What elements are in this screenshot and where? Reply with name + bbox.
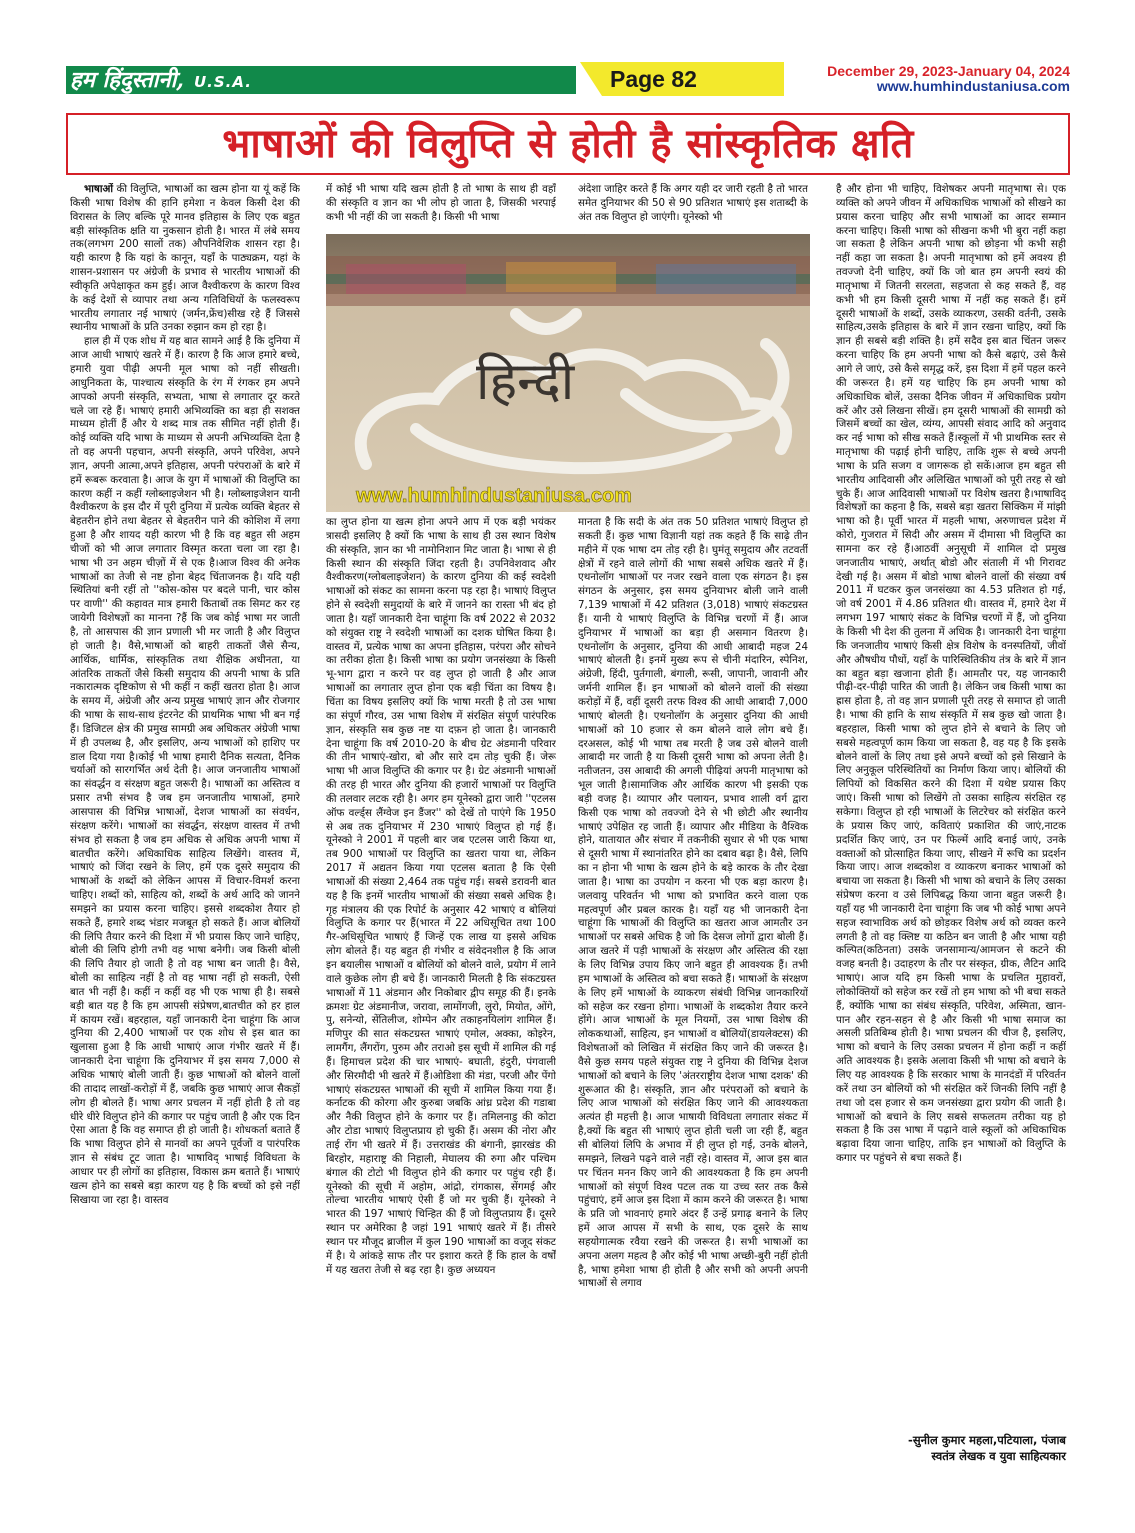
newspaper-name (70, 66, 252, 96)
paragraph: का लुप्त होना या खत्म होना अपने आप में एक बड़ी भयंकर त्रासदी इसलिए है क्यों कि भाषा के साथ ही उस स्थान विशेष की संस्कृति, ज्ञान का भी नामोनिशान मिट जाता है। भाषा से ही किसी स्थान की संस्कृति जिंदा रहती है। उपनिवेशवाद और वैश्वीकरण(ग्लोबलाइजेशन) के कारण दुनिया की कई स्वदेशी भाषाओं को संकट का सामना करना पड़ रहा है। भाषाएं विलुप्त होने से स्वदेशी समुदायों के बारे में जानने का रास्ता भी बंद हो जाता है। यहाँ जानकारी देना चाहूंगा कि वर्ष 2022 से 2032 को संयुक्त राष्ट्र ने स्वदेशी भाषाओं का दशक घोषित किया है। वास्तव में, प्रत्येक भाषा का अपना इतिहास, परंपरा और सोचने का तरीका होता है। किसी भाषा का प्रयोग जनसंख्या के किसी भू-भाग द्वारा न करने पर वह लुप्त हो जाती है और आज भाषाओं का लगातार लुप्त होना एक बड़ी चिंता का विषय है। चिंता का विषय इसलिए क्यों कि भाषा मरती है तो उस भाषा का संपूर्ण गौरव, उस भाषा विशेष में संरक्षित संपूर्ण पारंपरिक ज्ञान, संस्कृति सब कुछ नष्ट या दफ़न हो जाता है। जानकारी देना चाहूंगा कि वर्ष 2010-20 के बीच ग्रेट अंडमानी परिवार की तीन भाषाएं-खोरा, बो और सारे दम तोड़ चुकी हैं। जेरू भाषा भी आज विलुप्ति की कगार पर है। ग्रेट अंडमानी भाषाओं की तरह ही भारत और दुनिया की हजारों भाषाओं पर विलुप्ति की तलवार लटक रही है। अगर हम यूनेस्को द्वारा जारी ''एटलस ऑफ वर्ल्ड्स लैंग्वेज इन डैंजर'' को देखें तो पाएंगे कि 1950 से अब तक दुनियाभर में 230 भाषाएं विलुप्त हो गई हैं। यूनेस्को ने 2001 में पहली बार जब एटलस जारी किया था, तब 900 भाषाओं पर विलुप्ति का खतरा पाया था, लेकिन 2017 में अद्यतन किया गया एटलस बताता है कि ऐसी भाषाओं की संख्या 2,464 तक पहुंच गई। सबसे डरावनी बात यह है कि इनमें भारतीय भाषाओं की संख्या सबसे अधिक है। गृह मंत्रालय की एक रिपोर्ट के अनुसार 42 भाषाएं व बोलियां विलुप्ति के कगार पर हैं(भारत में 22 अधिसूचित तथा 100 गैर-अधिसूचित भाषाएं हैं जिन्हें एक लाख या इससे अधिक लोग बोलते हैं। यह बहुत ही गंभीर व संवेदनशील है कि आज इन बयालीस भाषाओं व बोलियों को बोलने वाले, प्रयोग में लाने वाले कुछेक लोग ही बचे हैं। जानकारी मिलती है कि संकटग्रस्त भाषाओं में 11 अंडमान और निकोबार द्वीप समूह की हैं। इनके क्रमशः ग्रेट अंडमानीज, जरावा, लामोंगजी, लुरो, मियोत, ओंगे, पु, सनेन्यो, सेंतिलीज, शोम्पेन और तकाहनयिलांग शामिल हैं। मणिपुर की सात संकटग्रस्त भाषाएं एमोल, अक्का, कोइरेन, लामगैंग, लैंगरोंग, पुरुम और तराओ इस सूची में शामिल की गई हैं। हिमाचल प्रदेश की चार भाषाएं- बघाती, हंदुरी, पंगवाली और सिरमौदी भी खतरे में हैं।ओडिशा की मंडा, परजी और पेंगो भाषाएं संकटग्रस्त भाषाओं की सूची में शामिल किया गया हैं।कर्नाटक की कोरगा और कुरुबा जबकि आंध्र प्रदेश की गडाबा और नैकी विलुप्त होने के कगार पर हैं। तमिलनाडु की कोटा और टोडा भाषाएं विलुप्तप्राय हो चुकी हैं। असम की नोरा और ताई रोंग भी खतरे में हैं। उत्तराखंड की बंगानी, झारखंड की बिरहोर, महाराष्ट्र की निहाली, मेघालय की रुगा और पश्चिम बंगाल की टोटो भी विलुप्त होने की कगार पर पहुंच रही हैं। यूनेस्को की सूची में अहोम, आंद्रो, रांगकास, सेंगमई और तोल्चा भारतीय भाषाएं ऐसी हैं जो मर चुकी हैं। यूनेस्को ने भारत की 197 भाषाएं चिन्हित की हैं जो विलुप्तप्राय हैं। दूसरे स्थान पर अमेरिका है जहां 191 भाषाएं खतरे में हैं। तीसरे स्थान पर मौजूद ब्राजील में कुल 190 भाषाओं का वजूद संकट में है। ये आंकड़े साफ तौर पर इशारा करते हैं कि हाल के वर्षों में यह खतरा तेजी से बढ़ रहा है। कुछ अध्ययन (326, 516, 556, 1276)
page-box-corner (580, 62, 602, 96)
author-role: स्वतंत्र लेखक व युवा साहित्यकार (931, 1449, 1066, 1463)
article-column-1 (70, 183, 300, 1468)
article-column-4 (836, 183, 1066, 1433)
website-link[interactable]: www.humhindustaniusa.com (876, 78, 1070, 94)
dateline (827, 64, 1070, 94)
author-byline (836, 1432, 1066, 1464)
article-column-3 (578, 516, 808, 1468)
paragraph: मानता है कि सदी के अंत तक 50 प्रतिशत भाषाएं विलुप्त हो सकती हैं। कुछ भाषा विज्ञानी यहां तक कहते हैं कि साढ़े तीन महीने में एक भाषा दम तोड़ रही है। घुमंतू समुदाय और तटवर्ती क्षेत्रों में रहने वाले लोगों की भाषा सबसे अधिक खतरे में हैं।एथनोलॉग भाषाओं पर नजर रखने वाला एक संगठन है। इस संगठन के अनुसार, इस समय दुनियाभर बोली जाने वाली 7,139 भाषाओं में 42 प्रतिशत (3,018) भाषाएं संकटग्रस्त हैं। यानी ये भाषाएं विलुप्ति के विभिन्न चरणों में हैं। आज दुनियाभर में भाषाओं का बड़ा ही असमान वितरण है। एथनोलॉग के अनुसार, दुनिया की आधी आबादी महज 24 भाषाएं बोलती है। इनमें मुख्य रूप से चीनी मंदारिन, स्पेनिश, अंग्रेजी, हिंदी, पुर्तगाली, बंगाली, रूसी, जापानी, जावानी और जर्मनी शामिल हैं। इन भाषाओं को बोलने वालों की संख्या करोड़ों में हैं, वहीं दूसरी तरफ विश्व की आधी आबादी 7,000 भाषाएं बोलती है। एथनोलॉग के अनुसार दुनिया की आधी भाषाओं को 10 हजार से कम बोलने वाले लोग बचे हैं। दरअसल, कोई भी भाषा तब मरती है जब उसे बोलने वाली आबादी मर जाती है या किसी दूसरी भाषा को अपना लेती है। नतीजतन, उस आबादी की अगली पीढ़ियां अपनी मातृभाषा को भूल जाती है।सामाजिक और आर्थिक कारण भी इसकी एक बड़ी वजह है। व्यापार और पलायन, प्रभाव शाली वर्ग द्वारा किसी एक भाषा को तवज्जो देने से भी छोटी और स्थानीय भाषाएं उपेक्षित रह जाती हैं। व्यापार और मीडिया के वैश्विक होने, यातायात और संचार में तकनीकी सुधार से भी एक भाषा से दूसरी भाषा में स्थानांतरित होने का दबाव बढ़ा है। वैसे, लिपि का न होना भी भाषा के खत्म होने के बड़े कारक के तौर देखा जाता है। भाषा का उपयोग न करना भी एक बड़ा कारण है। जलवायु परिवर्तन भी भाषा को प्रभावित करने वाला एक महत्वपूर्ण और प्रबल कारक है। यहाँ यह भी जानकारी देना चाहूंगा कि भाषाओं की विलुप्ति का खतरा आज आमतौर उन भाषाओं पर सबसे अधिक है जो कि देसज लोगों द्वारा बोली हैं। आज खतरे में पड़ी भाषाओं के संरक्षण और अस्तित्व की रक्षा के लिए विभिन्न उपाय किए जाने बहुत ही आवश्यक हैं। तभी हम भाषाओं के अस्तित्व को बचा सकते हैं। भाषाओं के संरक्षण के लिए हमें भाषाओं के व्याकरण संबंधी विभिन्न जानकारियों को सहेज कर रखना होगा। भाषाओं के शब्दकोश तैयार करने होंगे। आज भाषाओं के मूल नियमों, उस भाषा विशेष की लोककथाओं, साहित्य, इन भाषाओं व बोलियों(डायलेक्टस) की विशेषताओं को लिखित में संरक्षित किए जाने की जरूरत है। वैसे कुछ समय पहले संयुक्त राष्ट्र ने दुनिया की विभिन्न देशज भाषाओं को बचाने के लिए 'अंतरराष्ट्रीय देशज भाषा दशक' की शुरूआत की है। संस्कृति, ज्ञान और परंपराओं को बचाने के लिए आज भाषाओं को संरक्षित किए जाने की आवश्यकता अत्यंत ही महत्ती है। आज भाषायी विविधता लगातार संकट में है,क्यों कि बहुत सी भाषाएं लुप्त होती चली जा रही हैं, बहुत सी बोलियां लिपि के अभाव में ही लुप्त हो गई, उनके बोलने, समझने, लिखने पढ़ने वाले नहीं रहे। वास्तव में, आज इस बात पर चिंतन मनन किए जाने की आवश्यकता है कि हम अपनी भाषाओं को संपूर्ण विश्व पटल तक या उच्च स्तर तक कैसे पहुंचाएं, हमें आज इस दिशा में काम करने की जरूरत है। भाषा के प्रति जो भावनाएं हमारे अंदर हैं उन्हें प्रगाढ़ बनाने के लिए हमें आज आपस में सभी के साथ, एक दूसरे के साथ सहयोगात्मक रवैया रखने की जरूरत है। सभी भाषाओं का अपना अलग महत्व है और कोई भी भाषा अच्छी-बुरी नहीं होती है, भाषा हमेशा भाषा ही होती है और सभी को अपनी अपनी भाषाओं से लगाव (578, 516, 808, 1290)
article-column-2 (326, 516, 556, 1468)
newspaper-country: U.S.A. (193, 73, 252, 91)
masthead-banner (66, 66, 576, 94)
paragraph: है और होना भी चाहिए, विशेषकर अपनी मातृभाषा से। एक व्यक्ति को अपने जीवन में अधिकाधिक भाषाओं को सीखने का प्रयास करना चाहिए और सभी भाषाओं का आदर सम्मान करना चाहिए। किसी भाषा को सीखना कभी भी बुरा नहीं कहा जा सकता है लेकिन अपनी भाषा को छोड़ना भी कभी सही नहीं कहा जा सकता है। अपनी मातृभाषा को हमें अवश्य ही तवज्जो देनी चाहिए, क्यों कि जो बात हम अपनी स्वयं की मातृभाषा में जितनी सरलता, सहजता से कह सकते हैं, वह कभी भी हम किसी दूसरी भाषा में नहीं कह सकते हैं। हमें दूसरी भाषाओं के शब्दों, उसके व्याकरण, उसकी वर्तनी, उसके साहित्य,उसके इतिहास के बारे में ज्ञान रखना चाहिए, क्यों कि ज्ञान ही सबसे बड़ी शक्ति है। हमें सदैव इस बात चिंतन जरूर करना चाहिए कि हम अपनी भाषा को कैसे बढ़ाएं, उसे कैसे आगे ले जाएं, उसे कैसे समृद्ध करें, इस दिशा में हमें पहल करने की जरूरत है। हमें यह चाहिए कि हम अपनी भाषा को अधिकाधिक बोलें, उसका दैनिक जीवन में अधिकाधिक प्रयोग करें और उसे लिखना सीखें। हम दूसरी भाषाओं की सामग्री को जिसमें बच्चों का खेल, व्यंग्य, आपसी संवाद आदि को अनुवाद कर नई भाषा को सीख सकते हैं।स्कूलों में भी प्राथमिक स्तर से मातृभाषा की पढ़ाई होनी चाहिए, ताकि शुरू से बच्चे अपनी भाषा के प्रति सजग व जागरूक हो सकें।आज हम बहुत सी भारतीय आदिवासी और अलिखित भाषाओं को पूरी तरह से खो चुके हैं। आज आदिवासी भाषाओं पर विशेष खतरा है।भाषाविद् विशेषज्ञों का कहना है कि, सबसे बड़ा खतरा सिक्किम में मांझी भाषा को है। पूर्वी भारत में महली भाषा, अरुणाचल प्रदेश में कोरो, गुजरात में सिदी और असम में दीमासा भी विलुप्ति का सामना कर रहे हैं।आठवीं अनुसूची में शामिल दो प्रमुख जनजातीय भाषाएं, अर्थात् बोडो और संताली में भी गिरावट देखी गई है। असम में बोडो भाषा बोलने वालों की संख्या वर्ष 2011 में घटकर कुल जनसंख्या का 4.53 प्रतिशत हो गई, जो वर्ष 2001 में 4.86 प्रतिशत थी। वास्तव में, हमारे देश में लगभग 197 भाषाएं संकट के विभिन्न चरणों में हैं, जो दुनिया के किसी भी देश की तुलना में अधिक है। जानकारी देना चाहूंगा कि जनजातीय भाषाएं किसी क्षेत्र विशेष के वनस्पतियों, जीवों और औषधीय पौधों, यहाँ के पारिस्थितिकीय तंत्र के बारे में ज्ञान का बहुत बड़ा खजाना होती हैं। आमतौर पर, यह जानकारी पीढ़ी-दर-पीढ़ी पारित की जाती है। लेकिन जब किसी भाषा का ह्रास होता है, तो वह ज्ञान प्रणाली पूरी तरह से समाप्त हो जाती है। भाषा की हानि के साथ संस्कृति में सब कुछ खो जाता है। बहरहाल, किसी भाषा को लुप्त होने से बचाने के लिए जो सबसे महत्वपूर्ण काम किया जा सकता है, वह यह है कि इसके बोलने वालों के लिए तथा इसे अपने बच्चों को इसे सिखाने के लिए अनुकूल परिस्थितियों का निर्माण किया जाए। बोलियों की लिपियों को विकसित करने की दिशा में यथेष्ट प्रयास किए जाएं। किसी भाषा को लिखेंगे तो उसका साहित्य संरक्षित रह सकेगा। विलुप्त हो रही भाषाओं के लिटरेचर को संरक्षित करने के प्रयास किए जाएं, कविताएं प्रकाशित की जाएं,नाटक प्रदर्शित किए जाएं, उन पर फिल्में आदि बनाई जाएं, उनके वक्ताओं को प्रोत्साहित किया जाए, सीखने में रूचि का प्रदर्शन किया जाए। आज शब्दकोश व व्याकरण बनाकर भाषाओं को बचाया जा सकता है। किसी भी भाषा को बचाने के लिए उसका संप्रेषण करना व उसे लिपिबद्ध किया जाना बहुत जरूरी है। यहाँ यह भी जानकारी देना चाहूंगा कि जब भी कोई भाषा अपने सहज स्वाभाविक अर्थ को छोड़कर विशेष अर्थ को व्यक्त करने लगती है तो वह क्लिष्ट या कठिन बन जाती है और भाषा यही कल्पित(कठिनता) उसके जनसामान्य/आमजन से कटने की वजह बनती है। उदाहरण के तौर पर संस्कृत, ग्रीक, लैटिन आदि भाषाएं। आज यदि हम किसी भाषा के प्रचलित मुहावरों, लोकोक्तियों को सहेज कर रखें तो हम भाषा को भी बचा सकते हैं, क्योंकि भाषा का संबंध संस्कृति, परिवेश, अस्मिता, खान-पान और रहन-सहन से है और किसी भी भाषा समाज का असली प्रतिबिम्ब होती है। भाषा प्रचलन की चीज है, इसलिए, भाषा को बचाने के लिए उसका प्रचलन में होना कहीं न कहीं अति आवश्यक है। इसके अलावा किसी भी भाषा को बचाने के लिए यह आवश्यक है कि सरकार भाषा के मानदंडों में परिवर्तन करें तथा उन बोलियों को भी संरक्षित करें जिनकी लिपि नहीं है तथा जो दस हजार से कम जनसंख्या द्वारा प्रयोग की जाती है। भाषाओं को बचाने के लिए सबसे सफलतम तरीका यह हो सकता है कि उस भाषा में पढ़ाने वाले स्कूलों को अधिकाधिक बढ़ावा दिया जाना चाहिए, ताकि इन भाषाओं को विलुप्ति के कगार पर पहुंचने से बचा सकते हैं। (836, 183, 1066, 1165)
page-number-box (580, 62, 784, 96)
crowd-row (326, 256, 810, 306)
paragraph: में कोई भी भाषा यदि खत्म होती है तो भाषा के साथ ही वहाँ की संस्कृति व ज्ञान का भी लोप हो जाता है, जिसकी भरपाई कभी भी नहीं की जा सकती है। किसी भी भाषा (326, 183, 556, 223)
photo-hindi-word: हिन्दी (476, 352, 575, 412)
issue-date: December 29, 2023-January 04, 2024 (827, 63, 1070, 79)
paragraph (70, 183, 300, 335)
lead-word: भाषाओं (84, 183, 114, 195)
article-column-3-top (578, 183, 808, 239)
paragraph: अंदेशा जाहिर करते हैं कि अगर यही दर जारी रहती है तो भारत समेत दुनियाभर की 50 से 90 प्रतिशत भाषाएं इस शताब्दी के अंत तक विलुप्त हो जाएंगी। यूनेस्को भी (578, 183, 808, 223)
author-name: -सुनील कुमार महला,पटियाला, पंजाब (908, 1433, 1066, 1447)
page-number: Page 82 (610, 66, 697, 92)
paragraph-text: की विलुप्ति, भाषाओं का खत्म होना या यूं कहें कि किसी भाषा विशेष की हानि हमेशा न केवल किसी देश की विरासत के लिए बल्कि पूरे मानव इतिहास के लिए एक बहुत बड़ी सांस्कृतिक क्षति या नुकसान होती है। भारत में लंबे समय तक(लगभग 200 सालों तक) औपनिवेशिक शासन रहा है। यही कारण है कि यहां के कानून, यहाँ के पाठ्यक्रम, यहां के शासन-प्रशासन पर अंग्रेजी के प्रभाव से भारतीय भाषाओं की स्वीकृति अपेक्षाकृत कम हुई। आज वैश्वीकरण के कारण विश्व के कई देशों से व्यापार तथा अन्य गतिविधियों के फलस्वरूप भारतीय लगातार नई भाषाएं (जर्मन,फ्रेंच)सीख रहे हैं जिससे स्थानीय भाषाओं के प्रति उनका रुझान कम हो रहा है। (70, 183, 300, 334)
article-headline: भाषाओं की विलुप्ति से होती है सांस्कृतिक क्षति (66, 113, 1070, 175)
photo-illustration (326, 234, 810, 512)
masthead (66, 62, 1070, 102)
article-column-2-top (326, 183, 556, 239)
paragraph: हाल ही में एक शोध में यह बात सामने आई है कि दुनिया में आज आधी भाषाएं खतरे में हैं। कारण है कि आज हमारे बच्चे, हमारी युवा पीढ़ी अपनी मूल भाषा को नहीं सीखती। आधुनिकता के, पाश्चात्य संस्कृति के रंग में रंगकर हम अपने आपको अपनी संस्कृति, सभ्यता, भाषा से लगातार दूर करते चले जा रहे हैं। भाषाएं हमारी अभिव्यक्ति का बड़ा ही सशक्त माध्यम होतीं हैं और ये शब्द मात्र तक सीमित नहीं होती हैं। कोई व्यक्ति यदि भाषा के माध्यम से अपनी अभिव्यक्ति देता है तो वह अपनी पहचान, अपनी संस्कृति, अपने परिवेश, अपने ज्ञान, अपनी आत्मा,अपने इतिहास, अपनी परंपराओं के बारे में हमें रूबरू करवाता है। आज के युग में भाषाओं की विलुप्ति का कारण कहीं न कहीं ग्लोब्लाइजेशन भी है। ग्लोब्लाइजेशन यानी वैश्वीकरण के इस दौर में पूरी दुनिया में प्रत्येक व्यक्ति बेहतर से बेहतरीन होने तथा बेहतर से बेहतरीन पाने की कोशिश में लगा हुआ है और शायद यही कारण भी है कि वह बहुत सी अहम चीजों को भी आज लगातार विस्मृत करता चला जा रहा है। भाषा भी उन अहम चीज़ों में से एक है।आज विश्व की अनेक भाषाओं का तेजी से नष्ट होना बेहद चिंताजनक है। यदि यही स्थितियां बनी रहीं तो ''कोस-कोस पर बदले पानी, चार कोस पर वाणी'' की कहावत मात्र हमारी किताबों तक सिमट कर रह जायेगी विशेषज्ञों का मानना ?हैं कि जब कोई भाषा मर जाती है, तो आसपास की ज्ञान प्रणाली भी मर जाती है और विलुप्त हो जाती है। वैसे,भाषाओं को बाहरी ताकतों जैसे सैन्य, आर्थिक, धार्मिक, सांस्कृतिक तथा शैक्षिक अधीनता, या आंतरिक ताकतों जैसे किसी समुदाय की अपनी भाषा के प्रति नकारात्मक दृष्टिकोण से भी कहीं न कहीं खतरा होता है। आज के समय में, अंग्रेजी और अन्य प्रमुख भाषाएं ज्ञान और रोजगार की भाषा के साथ-साथ इंटरनेट की प्राथमिक भाषा भी बन गई हैं। डिजिटल क्षेत्र की प्रमुख सामग्री अब अधिकतर अंग्रेजी भाषा में ही उपलब्ध है, और इसलिए, अन्य भाषाओं को हाशिए पर डाल दिया गया है।कोई भी भाषा हमारी दैनिक सत्यता, दैनिक चर्याओं को सारगर्भित अर्थ देती है। आज जनजातीय भाषाओं का संवर्द्धन व संरक्षण बहुत जरूरी है। भाषाओं का अस्तित्व व प्रसार तभी संभव है जब हम जनजातीय भाषाओं, हमारे आसपास की विभिन्न भाषाओं, देशज भाषाओं का संवर्धन, संरक्षण करेंगे। भाषाओं का संवर्द्धन, संरक्षण वास्तव में तभी संभव हो सकता है जब हम अधिक से अधिक अपनी भाषा में बातचीत करेंगे। अधिकाधिक साहित्य लिखेंगे। वास्तव में, भाषाएं को जिंदा रखने के लिए, हमें एक दूसरे समुदाय की भाषाओं के शब्दों को लेकिन आपस में विचार-विमर्श करना चाहिए। शब्दों को, साहित्य को, शब्दों के अर्थ आदि को जानने समझने का प्रयास करना चाहिए। इससे शब्दकोश तैयार हो सकते हैं, हमारे शब्द भंडार मजबूत हो सकते हैं। आज बोलियों की लिपि तैयार करने की दिशा में भी प्रयास किए जाने चाहिए, बोली की लिपि होगी तभी वह भाषा बनेगी। जब किसी बोली की लिपि तैयार हो जाती है तो वह भाषा बन जाती है। वैसे, बोली का साहित्य नहीं है तो वह भाषा नहीं हो सकती, ऐसी बात भी नहीं है। कहीं न कहीं वह भी एक भाषा ही है। सबसे बड़ी बात यह है कि हम आपसी संप्रेषण,बातचीत को हर हाल में कायम रखें। बहरहाल, यहाँ जानकारी देना चाहूंगा कि आज दुनिया की 2,400 भाषाओं पर एक शोध से इस बात का खुलासा हुआ है कि आधी भाषाएं आज गंभीर खतरे में हैं। जानकारी देना चाहूंगा कि दुनियाभर में इस समय 7,000 से अधिक भाषाएं बोली जाती हैं। कुछ भाषाओं को बोलने वालों की तादाद लाखों-करोड़ों में हैं, जबकि कुछ भाषाएं आज सैकड़ों लोग ही बोलते हैं। भाषा अगर प्रचलन में नहीं होती है तो वह धीरे धीरे विलुप्त होने की कगार पर पहुंच जाती है और एक दिन ऐसा आता है कि वह समाप्त ही हो जाती है। शोधकर्ता बताते हैं कि भाषा विलुप्त होने से मानवों का अपने पूर्वजों व पारंपरिक ज्ञान से संबंध टूट जाता है। भाषाविद् भाषाई विविधता के आधार पर ही लोगों का इतिहास, विकास क्रम बताते हैं। भाषाएं खत्म होने का सबसे बड़ा कारण यह है कि बच्चों को इसे नहीं सिखाया जा रहा है। वास्तव (70, 335, 300, 1206)
photo-watermark: www.humhindustaniusa.com (356, 485, 632, 507)
article-photo (326, 234, 810, 512)
newspaper-name-text: हम हिंदुस्तानी, (70, 67, 184, 93)
